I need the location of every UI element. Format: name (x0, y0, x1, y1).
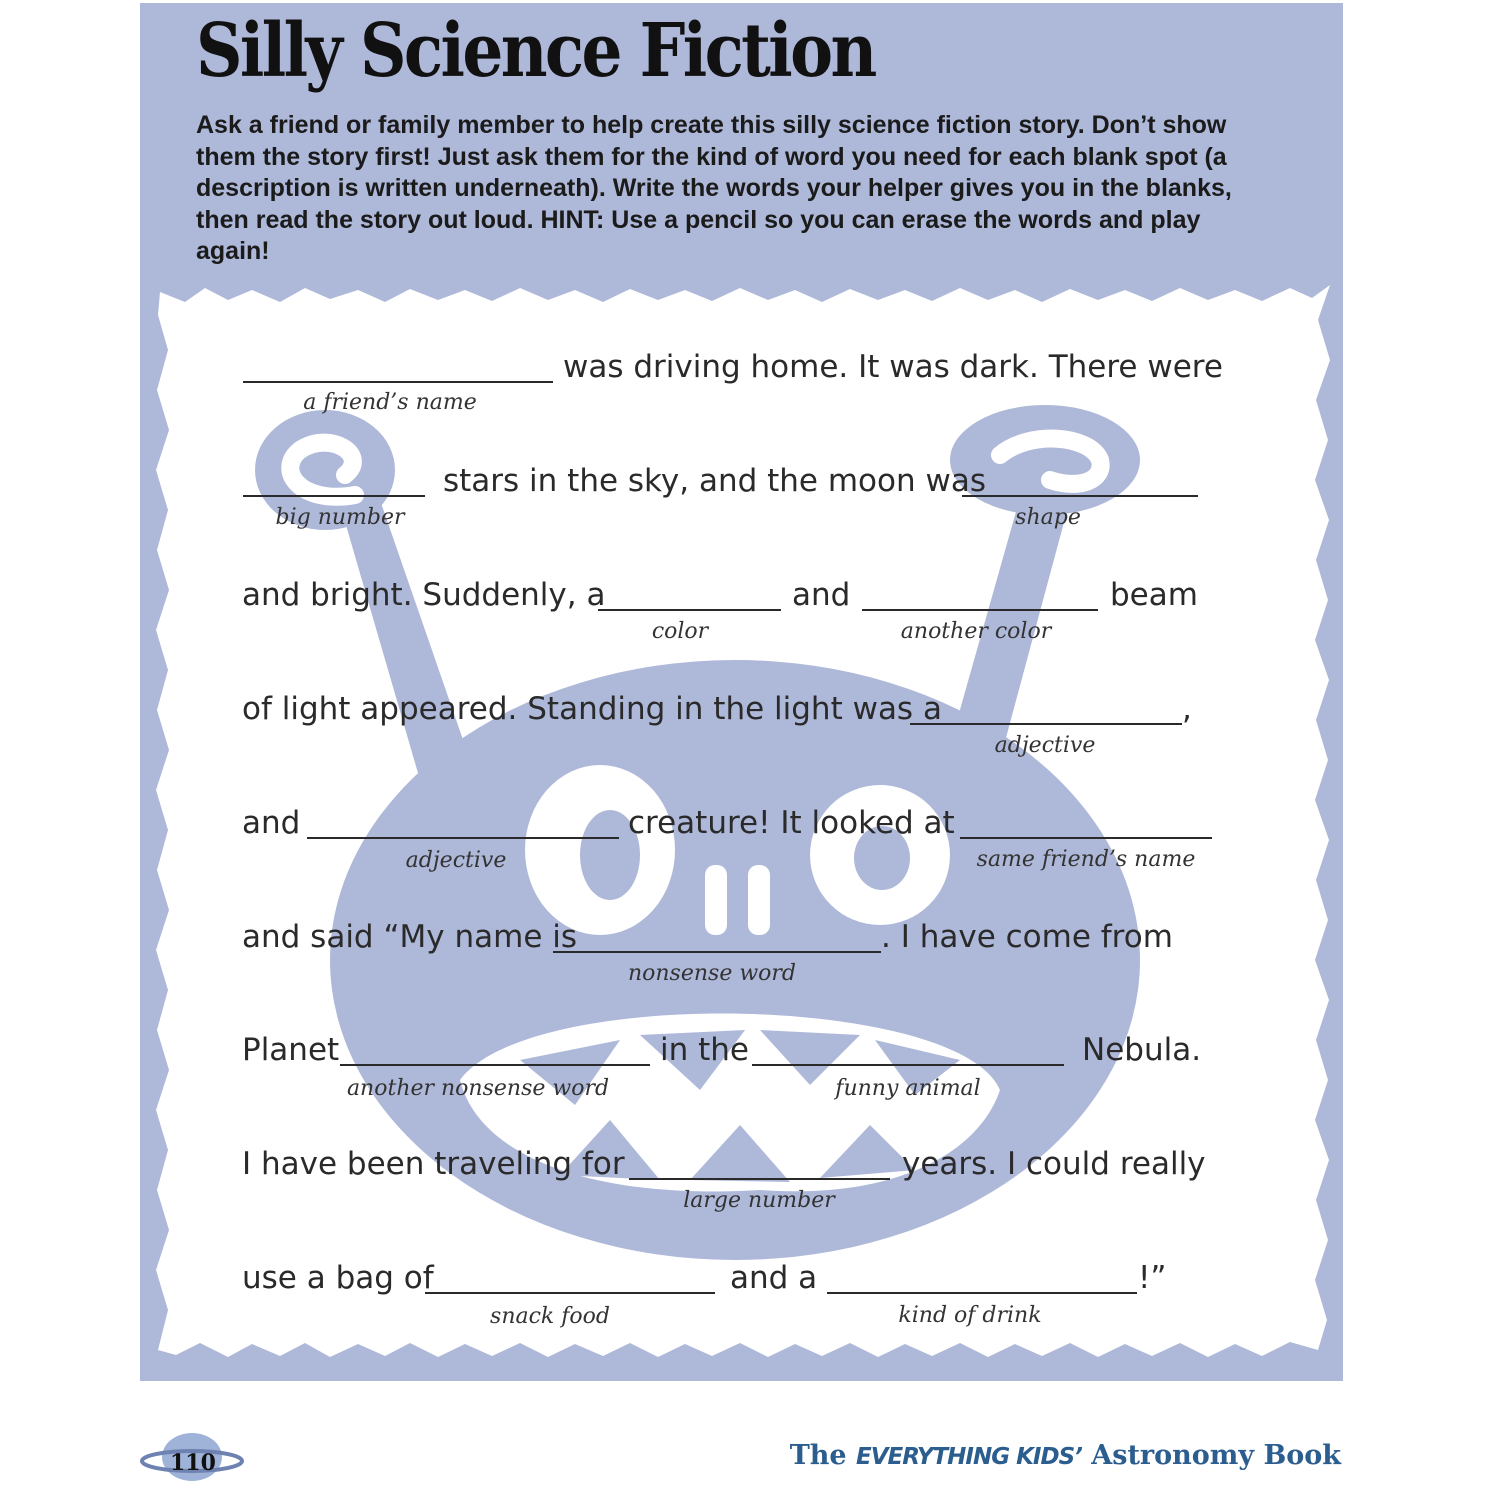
story-line-1: was driving home. It was dark. There were (563, 349, 1223, 385)
book-title-name: Astronomy Book (1091, 1440, 1341, 1471)
story-line-2: stars in the sky, and the moon was (443, 463, 986, 499)
story-line-6b: . I have come from (881, 919, 1173, 955)
hint-funny-animal: funny animal (835, 1076, 981, 1101)
hint-another-nonsense-word: another nonsense word (346, 1076, 610, 1101)
story-line-8a: I have been traveling for (242, 1146, 625, 1182)
hint-friends-name: a friend’s name (303, 390, 477, 415)
blank-color[interactable] (598, 609, 781, 611)
blank-shape[interactable] (962, 495, 1198, 497)
hint-shape: shape (1015, 505, 1081, 530)
instructions-text: Ask a friend or family member to help create this silly science fiction story. Don’t show them the story first! Just ask them for the kind of word you need for each blank spot (a description is written underneath). Write the words your helper gives you in the blanks, then read the story out loud. HINT: Use a pencil so you can erase the words and play again! (196, 111, 1232, 265)
story-line-9c: !” (1138, 1260, 1167, 1296)
book-title (790, 1440, 1341, 1471)
story-line-4-comma: , (1182, 691, 1192, 727)
story-line-3b: and (792, 577, 851, 613)
blank-adjective-1[interactable] (910, 723, 1182, 725)
hint-color: color (651, 619, 709, 644)
story-line-8b: years. I could really (902, 1146, 1206, 1182)
hint-large-number: large number (683, 1188, 835, 1213)
story-line-5a: and (242, 805, 301, 841)
story-line-3c: beam (1110, 577, 1198, 613)
story-line-4: of light appeared. Standing in the light was a (242, 691, 942, 727)
hint-same-friends-name: same friend’s name (976, 847, 1196, 872)
story-line-9a: use a bag of (242, 1260, 434, 1296)
blank-large-number[interactable] (629, 1178, 890, 1180)
blank-another-nonsense-word[interactable] (340, 1064, 650, 1066)
hint-kind-of-drink: kind of drink (898, 1303, 1042, 1328)
book-title-kids: EVERYTHING KIDS’ (856, 1444, 1082, 1470)
story-line-9b: and a (730, 1260, 818, 1296)
blank-funny-animal[interactable] (752, 1064, 1064, 1066)
story-line-7c: Nebula. (1082, 1032, 1202, 1068)
blank-kind-of-drink[interactable] (827, 1292, 1137, 1294)
story-line-5b: creature! It looked at (628, 805, 955, 841)
blank-big-number[interactable] (243, 495, 425, 497)
blank-snack-food[interactable] (425, 1292, 715, 1294)
blank-another-color[interactable] (862, 609, 1098, 611)
hint-another-color: another color (900, 619, 1052, 644)
hint-adjective-1: adjective (994, 733, 1096, 758)
hint-big-number: big number (275, 505, 405, 530)
blank-adjective-2[interactable] (307, 837, 619, 839)
page-number: 110 (170, 1450, 216, 1476)
story-line-7a: Planet (242, 1032, 340, 1068)
hint-snack-food: snack food (490, 1304, 610, 1329)
page-title: Silly Science Fiction (196, 8, 875, 94)
hint-adjective-2: adjective (405, 848, 507, 873)
book-title-the: The (789, 1440, 847, 1471)
blank-friends-name[interactable] (243, 381, 553, 383)
blank-nonsense-word[interactable] (553, 951, 881, 953)
blank-same-friends-name[interactable] (960, 837, 1212, 839)
story-line-7b: in the (660, 1032, 749, 1068)
story-line-6a: and said “My name is (242, 919, 578, 955)
story-line-3a: and bright. Suddenly, a (242, 577, 606, 613)
hint-nonsense-word: nonsense word (627, 961, 797, 986)
